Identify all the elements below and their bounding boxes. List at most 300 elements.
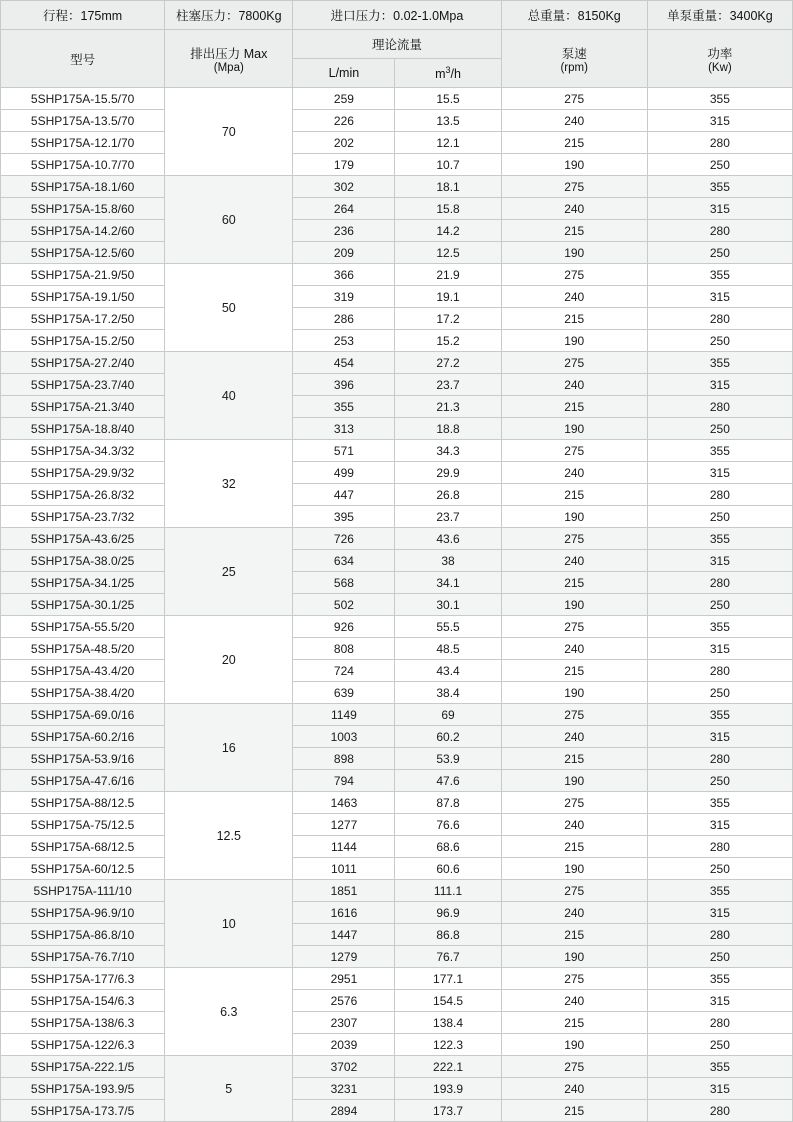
cell-flow-lmin: 726 (293, 528, 395, 550)
cell-flow-lmin: 454 (293, 352, 395, 374)
table-row (1, 858, 793, 880)
table-row (1, 770, 793, 792)
cell-pump-speed: 240 (501, 198, 647, 220)
cell-model: 5SHP175A-15.8/60 (1, 198, 165, 220)
header-flow-m3h (395, 59, 501, 88)
cell-flow-lmin: 1003 (293, 726, 395, 748)
table-row (1, 726, 793, 748)
cell-model: 5SHP175A-76.7/10 (1, 946, 165, 968)
param-inlet-pressure-value: 0.02-1.0Mpa (393, 9, 464, 23)
cell-power: 315 (647, 550, 792, 572)
cell-flow-m3h: 47.6 (395, 770, 501, 792)
table-row (1, 638, 793, 660)
cell-power: 280 (647, 1012, 792, 1034)
cell-model: 5SHP175A-193.9/5 (1, 1078, 165, 1100)
cell-model: 5SHP175A-96.9/10 (1, 902, 165, 924)
table-row (1, 220, 793, 242)
param-stroke-value: 175mm (80, 9, 123, 23)
param-total-weight (501, 1, 647, 30)
table-row (1, 396, 793, 418)
header-pump-speed (501, 30, 647, 88)
cell-pump-speed: 190 (501, 242, 647, 264)
cell-flow-m3h: 96.9 (395, 902, 501, 924)
cell-pump-speed: 240 (501, 990, 647, 1012)
cell-power: 280 (647, 396, 792, 418)
cell-model: 5SHP175A-23.7/40 (1, 374, 165, 396)
top-parameter-row (1, 1, 793, 30)
cell-flow-lmin: 226 (293, 110, 395, 132)
header-discharge-pressure-title: 排出压力 Max (190, 46, 268, 61)
table-row (1, 594, 793, 616)
cell-flow-lmin: 396 (293, 374, 395, 396)
cell-power: 250 (647, 330, 792, 352)
cell-pump-speed: 190 (501, 858, 647, 880)
cell-power: 355 (647, 88, 792, 110)
cell-flow-m3h: 15.2 (395, 330, 501, 352)
cell-pump-speed: 240 (501, 374, 647, 396)
cell-model: 5SHP175A-17.2/50 (1, 308, 165, 330)
cell-pump-speed: 275 (501, 880, 647, 902)
cell-flow-m3h: 34.3 (395, 440, 501, 462)
cell-discharge-pressure: 32 (165, 440, 293, 528)
cell-power: 315 (647, 110, 792, 132)
cell-model: 5SHP175A-53.9/16 (1, 748, 165, 770)
cell-flow-m3h: 15.8 (395, 198, 501, 220)
cell-flow-lmin: 1463 (293, 792, 395, 814)
cell-flow-m3h: 86.8 (395, 924, 501, 946)
cell-flow-m3h: 38.4 (395, 682, 501, 704)
cell-flow-lmin: 1279 (293, 946, 395, 968)
cell-flow-m3h: 68.6 (395, 836, 501, 858)
cell-pump-speed: 215 (501, 484, 647, 506)
cell-flow-m3h: 76.6 (395, 814, 501, 836)
table-row (1, 110, 793, 132)
cell-power: 280 (647, 484, 792, 506)
cell-flow-lmin: 568 (293, 572, 395, 594)
cell-model: 5SHP175A-122/6.3 (1, 1034, 165, 1056)
cell-discharge-pressure: 60 (165, 176, 293, 264)
header-theoretical-flow: 理论流量 (293, 30, 501, 59)
cell-discharge-pressure: 16 (165, 704, 293, 792)
table-row (1, 660, 793, 682)
cell-model: 5SHP175A-43.6/25 (1, 528, 165, 550)
cell-flow-m3h: 12.1 (395, 132, 501, 154)
header-flow-m3h-base: m (435, 67, 446, 82)
cell-flow-m3h: 15.5 (395, 88, 501, 110)
cell-flow-m3h: 43.6 (395, 528, 501, 550)
cell-power: 355 (647, 176, 792, 198)
cell-flow-lmin: 236 (293, 220, 395, 242)
cell-flow-m3h: 87.8 (395, 792, 501, 814)
cell-pump-speed: 190 (501, 506, 647, 528)
cell-flow-m3h: 122.3 (395, 1034, 501, 1056)
cell-pump-speed: 190 (501, 770, 647, 792)
cell-flow-m3h: 43.4 (395, 660, 501, 682)
table-row (1, 506, 793, 528)
cell-model: 5SHP175A-55.5/20 (1, 616, 165, 638)
cell-model: 5SHP175A-60.2/16 (1, 726, 165, 748)
cell-discharge-pressure: 6.3 (165, 968, 293, 1056)
cell-power: 355 (647, 1056, 792, 1078)
cell-flow-lmin: 313 (293, 418, 395, 440)
cell-flow-m3h: 34.1 (395, 572, 501, 594)
cell-pump-speed: 240 (501, 726, 647, 748)
header-power-unit: (Kw) (708, 61, 732, 74)
param-single-pump-weight (647, 1, 792, 30)
cell-flow-m3h: 14.2 (395, 220, 501, 242)
table-row (1, 550, 793, 572)
param-single-pump-weight-value: 3400Kg (729, 9, 773, 23)
cell-discharge-pressure: 50 (165, 264, 293, 352)
cell-pump-speed: 275 (501, 792, 647, 814)
param-single-pump-weight-label: 单泵重量： (667, 9, 730, 23)
cell-pump-speed: 275 (501, 1056, 647, 1078)
cell-flow-lmin: 259 (293, 88, 395, 110)
cell-flow-m3h: 21.9 (395, 264, 501, 286)
cell-power: 250 (647, 682, 792, 704)
cell-power: 315 (647, 462, 792, 484)
param-inlet-pressure-label: 进口压力： (330, 9, 394, 23)
table-row (1, 1056, 793, 1078)
cell-flow-lmin: 724 (293, 660, 395, 682)
cell-model: 5SHP175A-173.7/5 (1, 1100, 165, 1122)
cell-power: 315 (647, 814, 792, 836)
table-row (1, 484, 793, 506)
cell-model: 5SHP175A-21.9/50 (1, 264, 165, 286)
cell-model: 5SHP175A-34.3/32 (1, 440, 165, 462)
table-row (1, 242, 793, 264)
cell-power: 280 (647, 660, 792, 682)
cell-flow-lmin: 302 (293, 176, 395, 198)
cell-flow-lmin: 2576 (293, 990, 395, 1012)
cell-discharge-pressure: 12.5 (165, 792, 293, 880)
cell-pump-speed: 190 (501, 154, 647, 176)
table-row (1, 352, 793, 374)
cell-power: 315 (647, 902, 792, 924)
cell-discharge-pressure: 70 (165, 88, 293, 176)
cell-discharge-pressure: 5 (165, 1056, 293, 1122)
cell-model: 5SHP175A-10.7/70 (1, 154, 165, 176)
cell-pump-speed: 215 (501, 396, 647, 418)
param-plunger-pressure-value: 7800Kg (238, 9, 282, 23)
cell-model: 5SHP175A-26.8/32 (1, 484, 165, 506)
table-row (1, 990, 793, 1012)
param-stroke-label: 行程： (43, 9, 81, 23)
table-row (1, 418, 793, 440)
cell-flow-lmin: 898 (293, 748, 395, 770)
cell-model: 5SHP175A-38.4/20 (1, 682, 165, 704)
cell-model: 5SHP175A-21.3/40 (1, 396, 165, 418)
table-row (1, 968, 793, 990)
cell-flow-lmin: 1277 (293, 814, 395, 836)
cell-flow-m3h: 193.9 (395, 1078, 501, 1100)
cell-pump-speed: 215 (501, 220, 647, 242)
cell-power: 280 (647, 748, 792, 770)
table-row (1, 308, 793, 330)
cell-power: 280 (647, 1100, 792, 1122)
cell-flow-lmin: 355 (293, 396, 395, 418)
cell-pump-speed: 215 (501, 924, 647, 946)
header-pump-speed-title: 泵速 (561, 46, 587, 61)
cell-model: 5SHP175A-68/12.5 (1, 836, 165, 858)
cell-model: 5SHP175A-86.8/10 (1, 924, 165, 946)
table-row (1, 528, 793, 550)
cell-flow-m3h: 53.9 (395, 748, 501, 770)
header-flow-m3h-sup: 3 (445, 64, 451, 75)
cell-flow-lmin: 209 (293, 242, 395, 264)
cell-power: 315 (647, 990, 792, 1012)
cell-power: 280 (647, 836, 792, 858)
cell-flow-m3h: 177.1 (395, 968, 501, 990)
cell-model: 5SHP175A-23.7/32 (1, 506, 165, 528)
table-row (1, 330, 793, 352)
cell-pump-speed: 240 (501, 550, 647, 572)
cell-model: 5SHP175A-18.1/60 (1, 176, 165, 198)
table-row (1, 264, 793, 286)
cell-model: 5SHP175A-154/6.3 (1, 990, 165, 1012)
table-row (1, 462, 793, 484)
cell-flow-lmin: 502 (293, 594, 395, 616)
cell-flow-m3h: 10.7 (395, 154, 501, 176)
cell-pump-speed: 215 (501, 836, 647, 858)
cell-model: 5SHP175A-13.5/70 (1, 110, 165, 132)
cell-pump-speed: 275 (501, 352, 647, 374)
param-plunger-pressure-label: 柱塞压力： (175, 9, 239, 23)
cell-pump-speed: 275 (501, 88, 647, 110)
cell-pump-speed: 275 (501, 264, 647, 286)
cell-model: 5SHP175A-47.6/16 (1, 770, 165, 792)
cell-model: 5SHP175A-38.0/25 (1, 550, 165, 572)
cell-model: 5SHP175A-111/10 (1, 880, 165, 902)
cell-pump-speed: 275 (501, 616, 647, 638)
cell-flow-m3h: 18.8 (395, 418, 501, 440)
cell-flow-lmin: 1149 (293, 704, 395, 726)
cell-power: 250 (647, 594, 792, 616)
cell-flow-lmin: 639 (293, 682, 395, 704)
cell-power: 280 (647, 220, 792, 242)
cell-power: 250 (647, 1034, 792, 1056)
cell-model: 5SHP175A-222.1/5 (1, 1056, 165, 1078)
table-row (1, 902, 793, 924)
cell-flow-lmin: 447 (293, 484, 395, 506)
cell-power: 355 (647, 792, 792, 814)
cell-power: 280 (647, 132, 792, 154)
cell-flow-lmin: 253 (293, 330, 395, 352)
cell-flow-lmin: 3231 (293, 1078, 395, 1100)
cell-power: 280 (647, 924, 792, 946)
table-row (1, 880, 793, 902)
cell-power: 315 (647, 726, 792, 748)
cell-power: 250 (647, 946, 792, 968)
table-row (1, 374, 793, 396)
cell-power: 280 (647, 572, 792, 594)
cell-pump-speed: 215 (501, 1100, 647, 1122)
cell-pump-speed: 240 (501, 638, 647, 660)
table-row (1, 1100, 793, 1122)
cell-flow-m3h: 60.6 (395, 858, 501, 880)
cell-discharge-pressure: 10 (165, 880, 293, 968)
cell-power: 315 (647, 286, 792, 308)
header-discharge-pressure-unit: (Mpa) (213, 61, 244, 74)
cell-model: 5SHP175A-138/6.3 (1, 1012, 165, 1034)
cell-model: 5SHP175A-14.2/60 (1, 220, 165, 242)
cell-model: 5SHP175A-48.5/20 (1, 638, 165, 660)
cell-model: 5SHP175A-27.2/40 (1, 352, 165, 374)
cell-flow-lmin: 319 (293, 286, 395, 308)
cell-flow-m3h: 30.1 (395, 594, 501, 616)
cell-flow-lmin: 366 (293, 264, 395, 286)
cell-model: 5SHP175A-43.4/20 (1, 660, 165, 682)
cell-flow-lmin: 499 (293, 462, 395, 484)
table-row (1, 682, 793, 704)
header-power (647, 30, 792, 88)
table-row (1, 1034, 793, 1056)
cell-flow-m3h: 23.7 (395, 506, 501, 528)
cell-flow-m3h: 27.2 (395, 352, 501, 374)
header-power-title: 功率 (707, 46, 733, 61)
param-stroke (1, 1, 165, 30)
cell-model: 5SHP175A-12.1/70 (1, 132, 165, 154)
cell-flow-lmin: 2894 (293, 1100, 395, 1122)
cell-power: 250 (647, 506, 792, 528)
cell-flow-m3h: 19.1 (395, 286, 501, 308)
cell-model: 5SHP175A-18.8/40 (1, 418, 165, 440)
table-row (1, 836, 793, 858)
cell-pump-speed: 215 (501, 572, 647, 594)
param-plunger-pressure (165, 1, 293, 30)
cell-pump-speed: 190 (501, 946, 647, 968)
param-total-weight-value: 8150Kg (577, 9, 621, 23)
cell-power: 355 (647, 264, 792, 286)
cell-power: 355 (647, 968, 792, 990)
cell-power: 250 (647, 154, 792, 176)
cell-flow-m3h: 26.8 (395, 484, 501, 506)
cell-flow-lmin: 179 (293, 154, 395, 176)
table-row (1, 748, 793, 770)
table-row (1, 132, 793, 154)
cell-flow-lmin: 1851 (293, 880, 395, 902)
cell-flow-lmin: 286 (293, 308, 395, 330)
cell-discharge-pressure: 25 (165, 528, 293, 616)
cell-pump-speed: 190 (501, 1034, 647, 1056)
cell-model: 5SHP175A-60/12.5 (1, 858, 165, 880)
header-flow-lmin: L/min (293, 59, 395, 88)
param-total-weight-label: 总重量： (527, 9, 578, 23)
cell-power: 355 (647, 528, 792, 550)
header-discharge-pressure (165, 30, 293, 88)
cell-flow-lmin: 1616 (293, 902, 395, 924)
cell-pump-speed: 240 (501, 462, 647, 484)
cell-flow-m3h: 138.4 (395, 1012, 501, 1034)
cell-flow-lmin: 2039 (293, 1034, 395, 1056)
cell-pump-speed: 215 (501, 308, 647, 330)
cell-pump-speed: 240 (501, 902, 647, 924)
cell-flow-m3h: 12.5 (395, 242, 501, 264)
table-body (1, 88, 793, 1122)
cell-flow-m3h: 154.5 (395, 990, 501, 1012)
table-row (1, 704, 793, 726)
cell-flow-m3h: 23.7 (395, 374, 501, 396)
cell-flow-lmin: 264 (293, 198, 395, 220)
header-model: 型号 (1, 30, 165, 88)
cell-model: 5SHP175A-69.0/16 (1, 704, 165, 726)
cell-flow-lmin: 202 (293, 132, 395, 154)
cell-power: 315 (647, 638, 792, 660)
cell-discharge-pressure: 40 (165, 352, 293, 440)
cell-flow-lmin: 1144 (293, 836, 395, 858)
cell-flow-lmin: 794 (293, 770, 395, 792)
cell-flow-lmin: 926 (293, 616, 395, 638)
cell-power: 355 (647, 616, 792, 638)
header-pump-speed-unit: (rpm) (560, 61, 588, 74)
cell-discharge-pressure: 20 (165, 616, 293, 704)
table-row (1, 154, 793, 176)
cell-power: 315 (647, 198, 792, 220)
table-row (1, 88, 793, 110)
cell-flow-lmin: 395 (293, 506, 395, 528)
cell-model: 5SHP175A-12.5/60 (1, 242, 165, 264)
cell-flow-lmin: 1447 (293, 924, 395, 946)
header-row-1 (1, 30, 793, 59)
table-row (1, 616, 793, 638)
cell-model: 5SHP175A-30.1/25 (1, 594, 165, 616)
cell-flow-lmin: 808 (293, 638, 395, 660)
table-row (1, 286, 793, 308)
cell-flow-m3h: 17.2 (395, 308, 501, 330)
cell-flow-lmin: 1011 (293, 858, 395, 880)
cell-pump-speed: 275 (501, 528, 647, 550)
cell-power: 315 (647, 1078, 792, 1100)
cell-model: 5SHP175A-19.1/50 (1, 286, 165, 308)
cell-flow-m3h: 38 (395, 550, 501, 572)
cell-pump-speed: 240 (501, 814, 647, 836)
cell-flow-m3h: 222.1 (395, 1056, 501, 1078)
cell-model: 5SHP175A-15.2/50 (1, 330, 165, 352)
cell-model: 5SHP175A-29.9/32 (1, 462, 165, 484)
table-row (1, 946, 793, 968)
cell-pump-speed: 275 (501, 968, 647, 990)
cell-flow-m3h: 21.3 (395, 396, 501, 418)
param-inlet-pressure (293, 1, 501, 30)
table-row (1, 440, 793, 462)
table-row (1, 572, 793, 594)
cell-model: 5SHP175A-177/6.3 (1, 968, 165, 990)
cell-flow-m3h: 48.5 (395, 638, 501, 660)
cell-power: 315 (647, 374, 792, 396)
cell-flow-m3h: 76.7 (395, 946, 501, 968)
cell-power: 355 (647, 352, 792, 374)
cell-flow-m3h: 18.1 (395, 176, 501, 198)
cell-pump-speed: 275 (501, 176, 647, 198)
table-row (1, 814, 793, 836)
header-flow-m3h-tail: /h (450, 67, 461, 82)
cell-flow-m3h: 29.9 (395, 462, 501, 484)
cell-power: 280 (647, 308, 792, 330)
cell-power: 250 (647, 418, 792, 440)
cell-model: 5SHP175A-34.1/25 (1, 572, 165, 594)
cell-pump-speed: 190 (501, 594, 647, 616)
table-header (1, 1, 793, 88)
cell-pump-speed: 240 (501, 110, 647, 132)
cell-flow-m3h: 13.5 (395, 110, 501, 132)
cell-model: 5SHP175A-15.5/70 (1, 88, 165, 110)
table-row (1, 198, 793, 220)
cell-flow-lmin: 2951 (293, 968, 395, 990)
cell-pump-speed: 275 (501, 704, 647, 726)
cell-pump-speed: 215 (501, 748, 647, 770)
cell-pump-speed: 240 (501, 286, 647, 308)
cell-flow-m3h: 173.7 (395, 1100, 501, 1122)
